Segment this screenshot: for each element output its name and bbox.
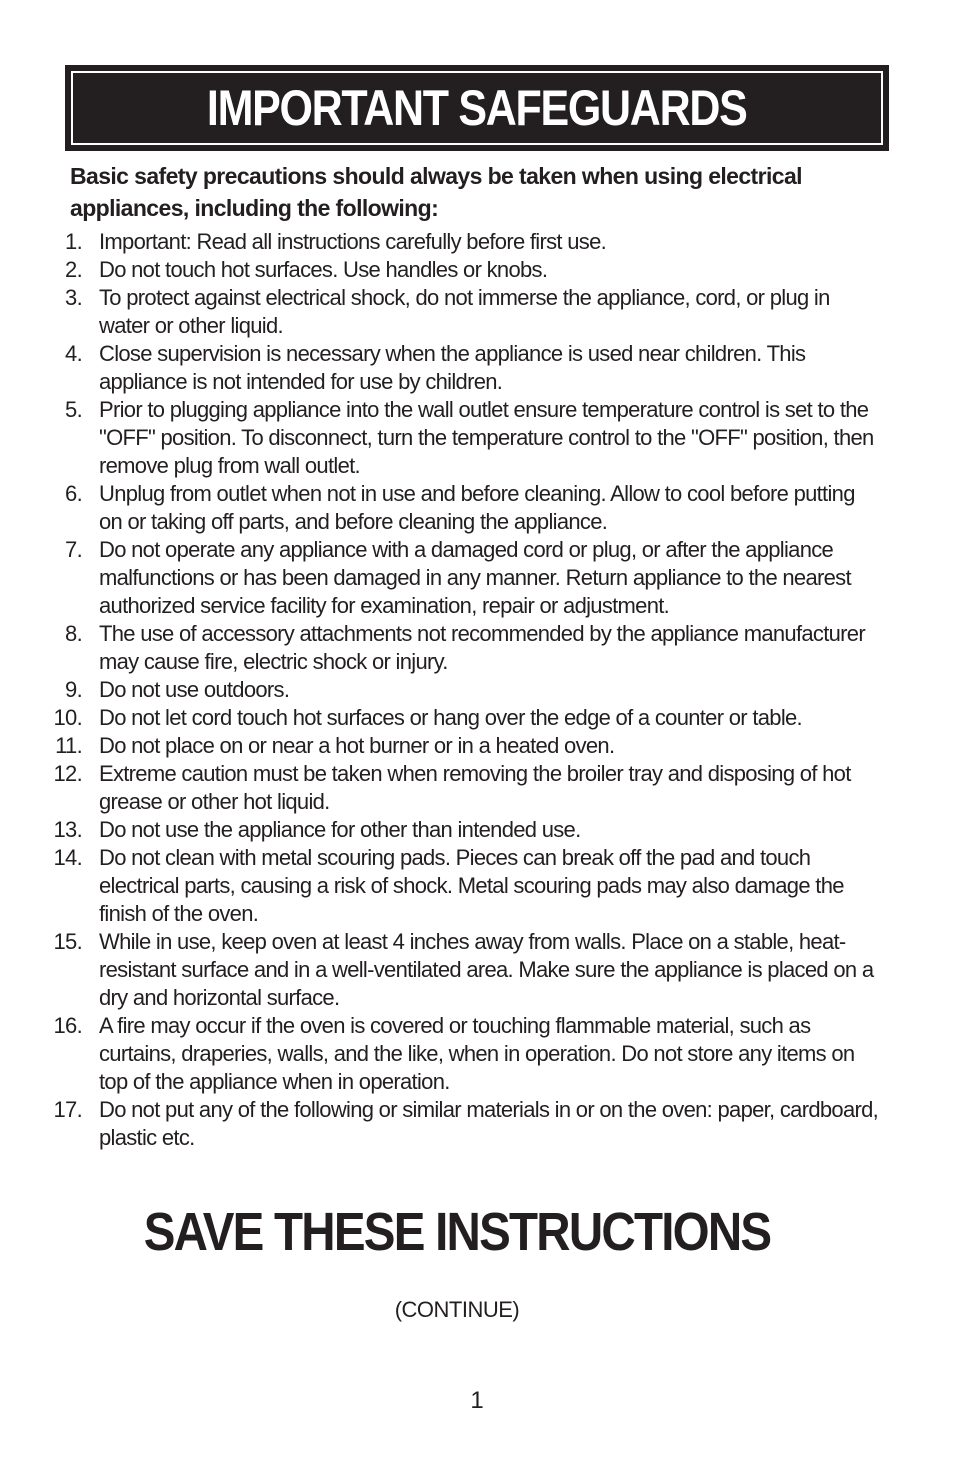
safeguard-number: 5.: [65, 397, 82, 422]
safeguard-text: Important: Read all instructions carefully before first use.: [99, 229, 607, 254]
safeguard-number: 17.: [53, 1097, 82, 1122]
safeguard-item: [0, 816, 879, 844]
safeguard-number: 15.: [53, 929, 82, 954]
safeguard-text: Do not use outdoors.: [99, 677, 290, 702]
safeguard-item: [0, 620, 879, 676]
safeguard-item: [0, 676, 879, 704]
intro-text: Basic safety precautions should always be taken when using electrical appliances, including the following:: [70, 163, 802, 221]
safeguard-number: 7.: [65, 537, 82, 562]
safeguard-item: [0, 760, 879, 816]
safeguard-number: 6.: [65, 481, 82, 506]
continue-label: (CONTINUE): [394, 1297, 520, 1322]
safeguard-text: Prior to plugging appliance into the wall outlet ensure temperature control is set to the "OFF" position. To disconnect, turn the temperature control to the "OFF" position, then remove plug from wall outlet.: [99, 397, 874, 478]
safeguard-number: 9.: [65, 677, 82, 702]
title-banner: [65, 65, 889, 151]
safeguard-number: 14.: [53, 845, 82, 870]
safeguard-text: While in use, keep oven at least 4 inches away from walls. Place on a stable, heat-resistant surface and in a well-ventilated area. Make sure the appliance is placed on a dry and horizontal surface.: [99, 929, 874, 1010]
safeguard-text: A fire may occur if the oven is covered or touching flammable material, such as curtains, draperies, walls, and the like, when in operation. Do not store any items on top of the appliance when in operation.: [99, 1013, 855, 1094]
save-instructions-text: SAVE THESE INSTRUCTIONS: [143, 1202, 771, 1262]
safeguard-item: [0, 844, 879, 928]
safeguard-item: [0, 284, 879, 340]
safeguards-list: [0, 228, 954, 1152]
page-number: 1: [470, 1387, 484, 1414]
safeguard-text: Do not operate any appliance with a damaged cord or plug, or after the appliance malfunctions or has been damaged in any manner. Return appliance to the nearest authorized service facility for examination, repair or adjustment.: [99, 537, 851, 618]
safeguard-text: Do not let cord touch hot surfaces or hang over the edge of a counter or table.: [99, 705, 802, 730]
safeguard-text: The use of accessory attachments not recommended by the appliance manufacturer may cause fire, electric shock or injury.: [99, 621, 865, 674]
safeguard-text: Close supervision is necessary when the appliance is used near children. This appliance is not intended for use by children.: [99, 341, 806, 394]
title-frame: [71, 71, 883, 145]
safeguard-text: Unplug from outlet when not in use and before cleaning. Allow to cool before putting on or taking off parts, and before cleaning the appliance.: [99, 481, 855, 534]
page-title: IMPORTANT SAFEGUARDS: [207, 80, 747, 136]
safeguard-text: Do not touch hot surfaces. Use handles or knobs.: [99, 257, 548, 282]
safeguard-item: [0, 396, 879, 480]
safeguard-item: [0, 256, 879, 284]
safeguard-text: To protect against electrical shock, do not immerse the appliance, cord, or plug in water or other liquid.: [99, 285, 830, 338]
safeguard-item: [0, 928, 879, 1012]
safeguard-text: Do not clean with metal scouring pads. Pieces can break off the pad and touch electrical parts, causing a risk of shock. Metal scouring pads may also damage the finish of the oven.: [99, 845, 844, 926]
safeguard-number: 3.: [65, 285, 82, 310]
safeguard-text: Do not use the appliance for other than intended use.: [99, 817, 581, 842]
safeguard-item: [0, 228, 879, 256]
safeguard-text: Extreme caution must be taken when removing the broiler tray and disposing of hot grease or other hot liquid.: [99, 761, 851, 814]
safeguard-text: Do not put any of the following or similar materials in or on the oven: paper, cardboard, plastic etc.: [99, 1097, 879, 1150]
safeguard-number: 4.: [65, 341, 82, 366]
safeguard-item: [0, 1096, 879, 1152]
safeguard-item: [0, 340, 879, 396]
safeguard-number: 2.: [65, 257, 82, 282]
safeguard-item: [0, 1012, 879, 1096]
safeguard-item: [0, 480, 879, 536]
safeguard-number: 11.: [55, 733, 82, 758]
safeguard-item: [0, 536, 879, 620]
safeguard-text: Do not place on or near a hot burner or in a heated oven.: [99, 733, 615, 758]
safeguard-item: [0, 704, 879, 732]
save-instructions-heading: [0, 1202, 914, 1262]
safeguard-number: 1.: [65, 229, 82, 254]
safeguard-number: 10.: [53, 705, 82, 730]
safeguard-number: 8.: [65, 621, 82, 646]
safeguard-item: [0, 732, 879, 760]
safeguard-number: 13.: [53, 817, 82, 842]
safeguard-number: 16.: [53, 1013, 82, 1038]
safeguard-number: 12.: [53, 761, 82, 786]
